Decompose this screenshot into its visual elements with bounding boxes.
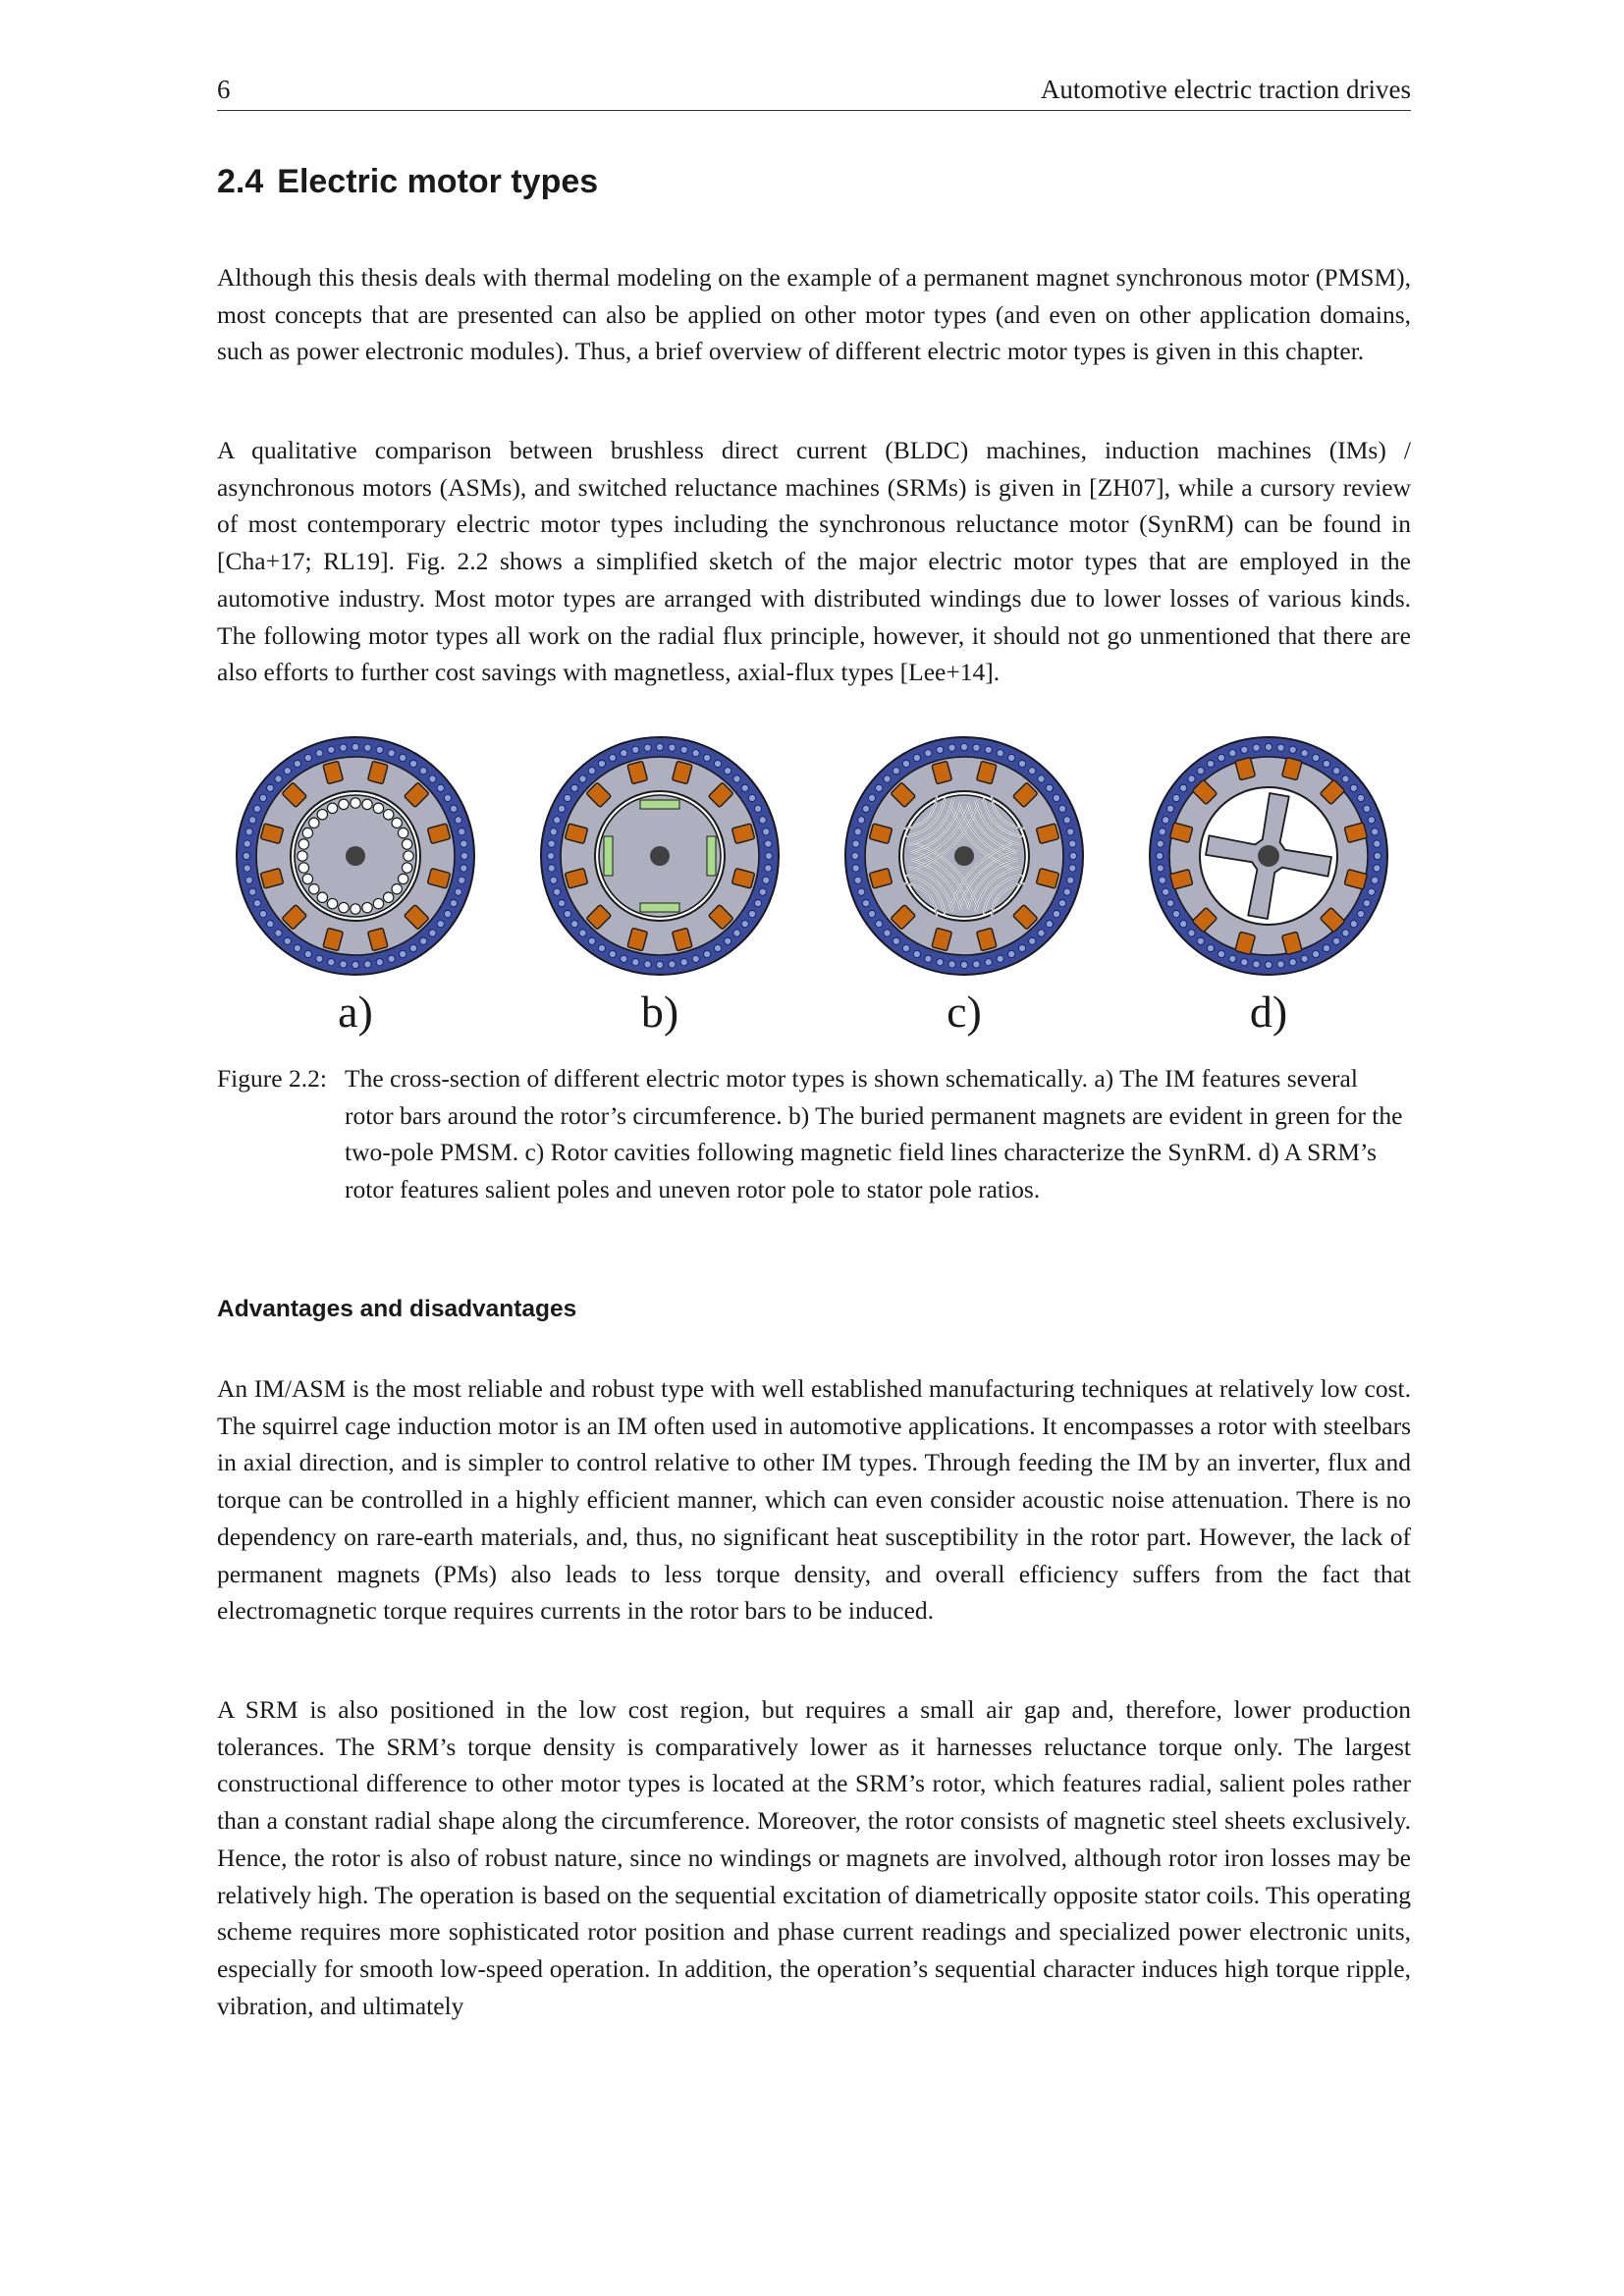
- motor-a-induction-machine: [237, 737, 474, 975]
- housing-hole: [1218, 950, 1224, 957]
- housing-hole: [1008, 754, 1015, 761]
- shaft: [650, 846, 670, 866]
- rotor-bar: [317, 892, 327, 902]
- housing-hole: [1374, 865, 1380, 872]
- housing-hole: [985, 959, 992, 966]
- housing-hole: [704, 950, 711, 957]
- housing-hole: [1038, 775, 1045, 782]
- housing-hole: [765, 852, 772, 859]
- housing-hole: [725, 937, 731, 944]
- housing-hole: [550, 877, 557, 883]
- housing-hole: [564, 794, 570, 801]
- housing-hole: [284, 937, 291, 944]
- housing-hole: [1368, 888, 1375, 895]
- housing-hole: [1159, 828, 1165, 835]
- housing-hole: [759, 888, 766, 895]
- housing-hole: [352, 961, 358, 968]
- housing-hole: [632, 746, 639, 753]
- housing-hole: [1188, 775, 1195, 782]
- panel-label-a: a): [338, 987, 373, 1037]
- housing-hole: [714, 944, 721, 951]
- section-number: 2.4: [217, 163, 264, 200]
- housing-hole: [455, 817, 461, 824]
- housing-hole: [763, 877, 770, 883]
- rotor-bar: [298, 851, 307, 861]
- rotor-bar: [383, 892, 393, 902]
- housing-hole: [733, 775, 740, 782]
- housing-hole: [748, 794, 755, 801]
- figure-motor-cross-sections: [217, 734, 1411, 1048]
- section-heading: [217, 163, 598, 201]
- housing-hole: [609, 950, 616, 957]
- permanent-magnet: [640, 903, 679, 912]
- housing-hole: [548, 840, 555, 847]
- housing-hole: [852, 865, 859, 872]
- housing-hole: [460, 852, 467, 859]
- housing-hole: [352, 743, 358, 750]
- housing-hole: [1069, 852, 1076, 859]
- housing-hole: [420, 937, 427, 944]
- housing-hole: [1313, 950, 1320, 957]
- housing-hole: [444, 910, 451, 917]
- housing-hole: [328, 959, 335, 966]
- housing-hole: [1372, 877, 1379, 883]
- housing-hole: [437, 921, 444, 928]
- shaft: [954, 846, 974, 866]
- housing-hole: [754, 900, 761, 907]
- rotor-bar: [339, 902, 349, 912]
- housing-hole: [245, 828, 252, 835]
- housing-hole: [388, 955, 395, 962]
- housing-hole: [244, 865, 250, 872]
- housing-hole: [1053, 794, 1059, 801]
- housing-hole: [275, 930, 282, 936]
- housing-hole: [656, 961, 663, 968]
- rotor-bar: [309, 818, 319, 828]
- housing-hole: [1372, 828, 1379, 835]
- body-paragraph-1: An IM/ASM is the most reliable and robust type with well established manufacturing techniques at relatively low cost. The squirrel cage induction motor is an IM often used in automotive applications. It encompasses a rotor with steelbars in axial direction, and is simpler to control relative to other IM types. Through feeding the IM by an inverter, flux and torque can be controlled in a highly efficient manner, which can even consider acoustic noise attenuation. There is no dependency on rare-earth materials, and, thus, no significant heat susceptibility in the rotor part. However, the lack of permanent magnets (PMs) also leads to less torque density, and overall efficiency suffers from the fact that electromagnetic torque requires currents in the rotor bars to be induced.: [217, 1374, 1411, 1626]
- housing-hole: [868, 794, 875, 801]
- rotor-bar: [302, 874, 312, 883]
- housing-hole: [1374, 840, 1380, 847]
- housing-hole: [1363, 805, 1370, 812]
- intro-paragraph-2: A qualitative comparison between brushless direct current (BLDC) machines, induction machines (IMs) / asynchronous motors (ASMs), and switched reluctance machines (SRMs) is given in [ZH07], while a cursory review of most contemporary electric motor types including the synchronous reluctance motor (SynRM) can be found in [Cha+17; RL19]. Fig. 2.2 shows a simplified sketch of the major electric motor types that are employed in the automotive industry. Most motor types are arranged with distributed windings due to lower losses of various kinds. The following motor types all work on the radial flux principle, however, it should not go unmentioned that there are also efforts to further cost savings with magnetless, axial-flux types [Lee+14].: [217, 436, 1411, 687]
- housing-hole: [1363, 900, 1370, 907]
- housing-hole: [571, 784, 578, 791]
- housing-hole: [925, 750, 932, 757]
- housing-hole: [884, 930, 891, 936]
- housing-hole: [1265, 961, 1272, 968]
- housing-hole: [1218, 754, 1224, 761]
- housing-hole: [245, 877, 252, 883]
- housing-hole: [1029, 768, 1036, 774]
- housing-hole: [748, 910, 755, 917]
- housing-hole: [455, 888, 461, 895]
- housing-hole: [571, 921, 578, 928]
- housing-hole: [1277, 961, 1284, 968]
- housing-hole: [340, 961, 347, 968]
- housing-hole: [854, 877, 861, 883]
- housing-hole: [754, 805, 761, 812]
- housing-hole: [409, 944, 416, 951]
- housing-hole: [733, 930, 740, 936]
- housing-hole: [1172, 794, 1179, 801]
- housing-hole: [609, 754, 616, 761]
- housing-hole: [759, 817, 766, 824]
- housing-hole: [1289, 746, 1296, 753]
- housing-hole: [644, 961, 651, 968]
- housing-hole: [765, 840, 772, 847]
- housing-hole: [1156, 852, 1163, 859]
- housing-hole: [985, 746, 992, 753]
- housing-hole: [1313, 754, 1320, 761]
- housing-hole: [598, 944, 605, 951]
- housing-hole: [558, 900, 565, 907]
- housing-hole: [884, 775, 891, 782]
- housing-hole: [893, 937, 899, 944]
- housing-hole: [1157, 865, 1164, 872]
- page-number: 6: [217, 75, 231, 104]
- rotor-bar: [298, 839, 308, 849]
- housing-hole: [1166, 900, 1173, 907]
- housing-hole: [1333, 768, 1340, 774]
- housing-hole: [253, 900, 260, 907]
- housing-hole: [450, 805, 457, 812]
- rotor-bar: [351, 904, 360, 914]
- housing-hole: [267, 921, 274, 928]
- housing-hole: [1197, 768, 1204, 774]
- housing-hole: [621, 750, 627, 757]
- housing-hole: [960, 961, 967, 968]
- housing-hole: [1029, 937, 1036, 944]
- housing-hole: [1063, 888, 1070, 895]
- housing-hole: [704, 754, 711, 761]
- rotor-bar: [402, 839, 411, 849]
- housing-hole: [1063, 817, 1070, 824]
- permanent-magnet: [707, 836, 716, 876]
- housing-hole: [852, 840, 859, 847]
- rotor-bar: [351, 798, 360, 808]
- shaft: [1258, 845, 1279, 867]
- housing-hole: [1180, 784, 1187, 791]
- rotor-bar: [373, 898, 383, 908]
- housing-hole: [316, 750, 323, 757]
- housing-hole: [925, 955, 932, 962]
- housing-hole: [948, 961, 955, 968]
- housing-hole: [1357, 794, 1364, 801]
- housing-hole: [1166, 805, 1173, 812]
- housing-hole: [259, 794, 266, 801]
- housing-hole: [876, 784, 883, 791]
- housing-hole: [621, 955, 627, 962]
- housing-hole: [862, 805, 869, 812]
- housing-hole: [714, 760, 721, 767]
- housing-hole: [550, 828, 557, 835]
- caption-label: Figure 2.2:: [217, 1064, 327, 1093]
- housing-hole: [400, 754, 406, 761]
- housing-hole: [948, 744, 955, 751]
- housing-hole: [459, 828, 465, 835]
- running-header: [217, 71, 1411, 111]
- housing-hole: [243, 852, 249, 859]
- rotor-bar: [373, 803, 383, 813]
- housing-hole: [862, 900, 869, 907]
- housing-hole: [364, 961, 371, 968]
- housing-hole: [1058, 900, 1065, 907]
- housing-hole: [284, 768, 291, 774]
- panel-label-c: c): [947, 987, 982, 1037]
- housing-hole: [328, 746, 335, 753]
- housing-hole: [588, 937, 595, 944]
- rotor-bar: [309, 883, 319, 893]
- housing-hole: [400, 950, 406, 957]
- housing-hole: [249, 817, 256, 824]
- housing-hole: [1301, 955, 1308, 962]
- rotor-bar: [392, 883, 402, 893]
- motor-b-pmsm: [541, 737, 779, 975]
- housing-hole: [409, 760, 416, 767]
- housing-hole: [548, 865, 555, 872]
- rotor-bar: [327, 898, 337, 908]
- housing-hole: [644, 744, 651, 751]
- section-title-text: Electric motor types: [277, 163, 599, 200]
- housing-hole: [249, 888, 256, 895]
- housing-hole: [893, 768, 899, 774]
- housing-hole: [680, 746, 687, 753]
- housing-hole: [554, 817, 561, 824]
- housing-hole: [851, 852, 858, 859]
- housing-hole: [294, 760, 300, 767]
- housing-hole: [1289, 959, 1296, 966]
- housing-hole: [868, 910, 875, 917]
- housing-hole: [598, 760, 605, 767]
- housing-hole: [460, 840, 467, 847]
- figure-caption: [217, 1060, 1411, 1208]
- housing-hole: [1241, 959, 1248, 966]
- rotor-bar: [402, 863, 411, 873]
- housing-hole: [1067, 828, 1074, 835]
- housing-hole: [1163, 817, 1169, 824]
- housing-hole: [429, 930, 436, 936]
- rotor-bar: [317, 810, 327, 820]
- housing-hole: [1229, 955, 1236, 962]
- housing-hole: [547, 852, 554, 859]
- rotor-bar: [339, 799, 349, 809]
- housing-hole: [913, 754, 920, 761]
- housing-hole: [973, 961, 980, 968]
- housing-hole: [1350, 921, 1357, 928]
- housing-hole: [937, 959, 944, 966]
- rotor-bar: [404, 851, 413, 861]
- housing-hole: [1253, 744, 1260, 751]
- housing-hole: [763, 828, 770, 835]
- housing-hole: [1342, 930, 1349, 936]
- housing-hole: [1058, 805, 1065, 812]
- housing-hole: [459, 877, 465, 883]
- housing-hole: [1008, 950, 1015, 957]
- housing-hole: [294, 944, 300, 951]
- housing-hole: [692, 750, 699, 757]
- housing-hole: [267, 784, 274, 791]
- housing-hole: [376, 746, 383, 753]
- housing-hole: [1333, 937, 1340, 944]
- housing-hole: [1357, 910, 1364, 917]
- housing-hole: [1207, 760, 1214, 767]
- running-title: Automotive electric traction drives: [1040, 75, 1411, 104]
- housing-hole: [1253, 961, 1260, 968]
- housing-hole: [1277, 744, 1284, 751]
- housing-hole: [902, 760, 909, 767]
- housing-hole: [460, 865, 467, 872]
- housing-hole: [316, 955, 323, 962]
- housing-hole: [558, 805, 565, 812]
- motor-c-synrm: [845, 737, 1083, 975]
- rotor-bar: [327, 803, 337, 813]
- housing-hole: [304, 754, 311, 761]
- housing-hole: [1018, 760, 1025, 767]
- housing-hole: [340, 744, 347, 751]
- rotor-bar: [362, 902, 372, 912]
- housing-hole: [304, 950, 311, 957]
- housing-hole: [1046, 921, 1053, 928]
- panel-label-d: d): [1249, 987, 1288, 1037]
- housing-hole: [420, 768, 427, 774]
- housing-hole: [1180, 921, 1187, 928]
- housing-hole: [741, 921, 748, 928]
- housing-hole: [1067, 877, 1074, 883]
- body-paragraph-2: A SRM is also positioned in the low cost region, but requires a small air gap and, therefore, lower production tolerances. The SRM’s torque density is comparatively lower as it harnesses reluctance torque only. The largest constructional difference to other motor types is located at the SRM’s rotor, which features radial, salient poles rather than a constant radial shape along the circumference. Moreover, the rotor consists of magnetic steel sheets exclusively. Hence, the rotor is also of robust nature, since no windings or magnets are involved, although rotor iron losses may be relatively high. The operation is based on the sequential excitation of diametrically opposite stator coils. This operating scheme requires more sophisticated rotor position and phase current readings and specialized power electronic units, especially for smooth low-speed operation. In addition, the operation’s sequential character induces high torque ripple, vibration, and ultimately: [217, 1695, 1411, 2020]
- housing-hole: [1197, 937, 1204, 944]
- housing-hole: [1046, 784, 1053, 791]
- housing-hole: [1323, 944, 1329, 951]
- housing-hole: [1374, 852, 1380, 859]
- housing-hole: [1038, 930, 1045, 936]
- housing-hole: [579, 930, 586, 936]
- housing-hole: [1163, 888, 1169, 895]
- housing-hole: [858, 817, 865, 824]
- housing-hole: [937, 746, 944, 753]
- motor-d-srm: [1150, 737, 1387, 975]
- housing-hole: [656, 743, 663, 750]
- housing-hole: [1368, 817, 1375, 824]
- housing-hole: [253, 805, 260, 812]
- housing-hole: [1159, 877, 1165, 883]
- housing-hole: [1323, 760, 1329, 767]
- housing-hole: [1350, 784, 1357, 791]
- housing-hole: [259, 910, 266, 917]
- shaft: [346, 846, 365, 866]
- rotor-bar: [302, 828, 312, 837]
- housing-hole: [450, 900, 457, 907]
- housing-hole: [680, 959, 687, 966]
- housing-hole: [376, 959, 383, 966]
- housing-hole: [1229, 750, 1236, 757]
- housing-hole: [973, 744, 980, 751]
- housing-hole: [1207, 944, 1214, 951]
- housing-hole: [244, 840, 250, 847]
- permanent-magnet: [640, 800, 679, 809]
- housing-hole: [1069, 840, 1076, 847]
- housing-hole: [364, 744, 371, 751]
- housing-hole: [692, 955, 699, 962]
- rotor-bar: [398, 828, 407, 837]
- intro-paragraph-1: Although this thesis deals with thermal modeling on the example of a permanent magnet synchronous motor (PMSM), most concepts that are presented can also be applied on other motor types (and even on other application domains, such as power electronic modules). Thus, a brief overview of different electric motor types is given in this chapter.: [217, 263, 1411, 366]
- housing-hole: [564, 910, 570, 917]
- housing-hole: [1265, 743, 1272, 750]
- subsection-heading: Advantages and disadvantages: [217, 1296, 577, 1322]
- housing-hole: [960, 743, 967, 750]
- housing-hole: [1069, 865, 1076, 872]
- rotor-bar: [298, 863, 308, 873]
- housing-hole: [1241, 746, 1248, 753]
- housing-hole: [876, 921, 883, 928]
- housing-hole: [444, 794, 451, 801]
- motor-diagrams-svg: [217, 734, 1411, 1048]
- housing-hole: [1342, 775, 1349, 782]
- housing-hole: [858, 888, 865, 895]
- housing-hole: [632, 959, 639, 966]
- housing-hole: [388, 750, 395, 757]
- rotor-bar: [383, 810, 393, 820]
- panel-label-b: b): [640, 987, 679, 1037]
- housing-hole: [588, 768, 595, 774]
- housing-hole: [1053, 910, 1059, 917]
- housing-hole: [1188, 930, 1195, 936]
- housing-hole: [579, 775, 586, 782]
- housing-hole: [997, 955, 1003, 962]
- permanent-magnet: [604, 836, 613, 876]
- rotor-bar: [362, 799, 372, 809]
- housing-hole: [669, 744, 676, 751]
- rotor-bar: [392, 818, 402, 828]
- housing-hole: [902, 944, 909, 951]
- housing-hole: [854, 828, 861, 835]
- housing-hole: [554, 888, 561, 895]
- housing-hole: [765, 865, 772, 872]
- rotor-bar: [398, 874, 407, 883]
- housing-hole: [741, 784, 748, 791]
- housing-hole: [1301, 750, 1308, 757]
- caption-text: The cross-section of different electric motor types is shown schematically. a) The IM features several rotor bars around the rotor’s circumference. b) The buried permanent magnets are evident in green for the two-pole PMSM. c) Rotor cavities following magnetic field lines characterize the SynRM. d) A SRM’s rotor features salient poles and uneven rotor pole to stator pole ratios.: [345, 1064, 1403, 1204]
- housing-hole: [913, 950, 920, 957]
- housing-hole: [1018, 944, 1025, 951]
- housing-hole: [1157, 840, 1164, 847]
- housing-hole: [997, 750, 1003, 757]
- housing-hole: [725, 768, 731, 774]
- housing-hole: [669, 961, 676, 968]
- housing-hole: [275, 775, 282, 782]
- housing-hole: [429, 775, 436, 782]
- housing-hole: [1172, 910, 1179, 917]
- housing-hole: [437, 784, 444, 791]
